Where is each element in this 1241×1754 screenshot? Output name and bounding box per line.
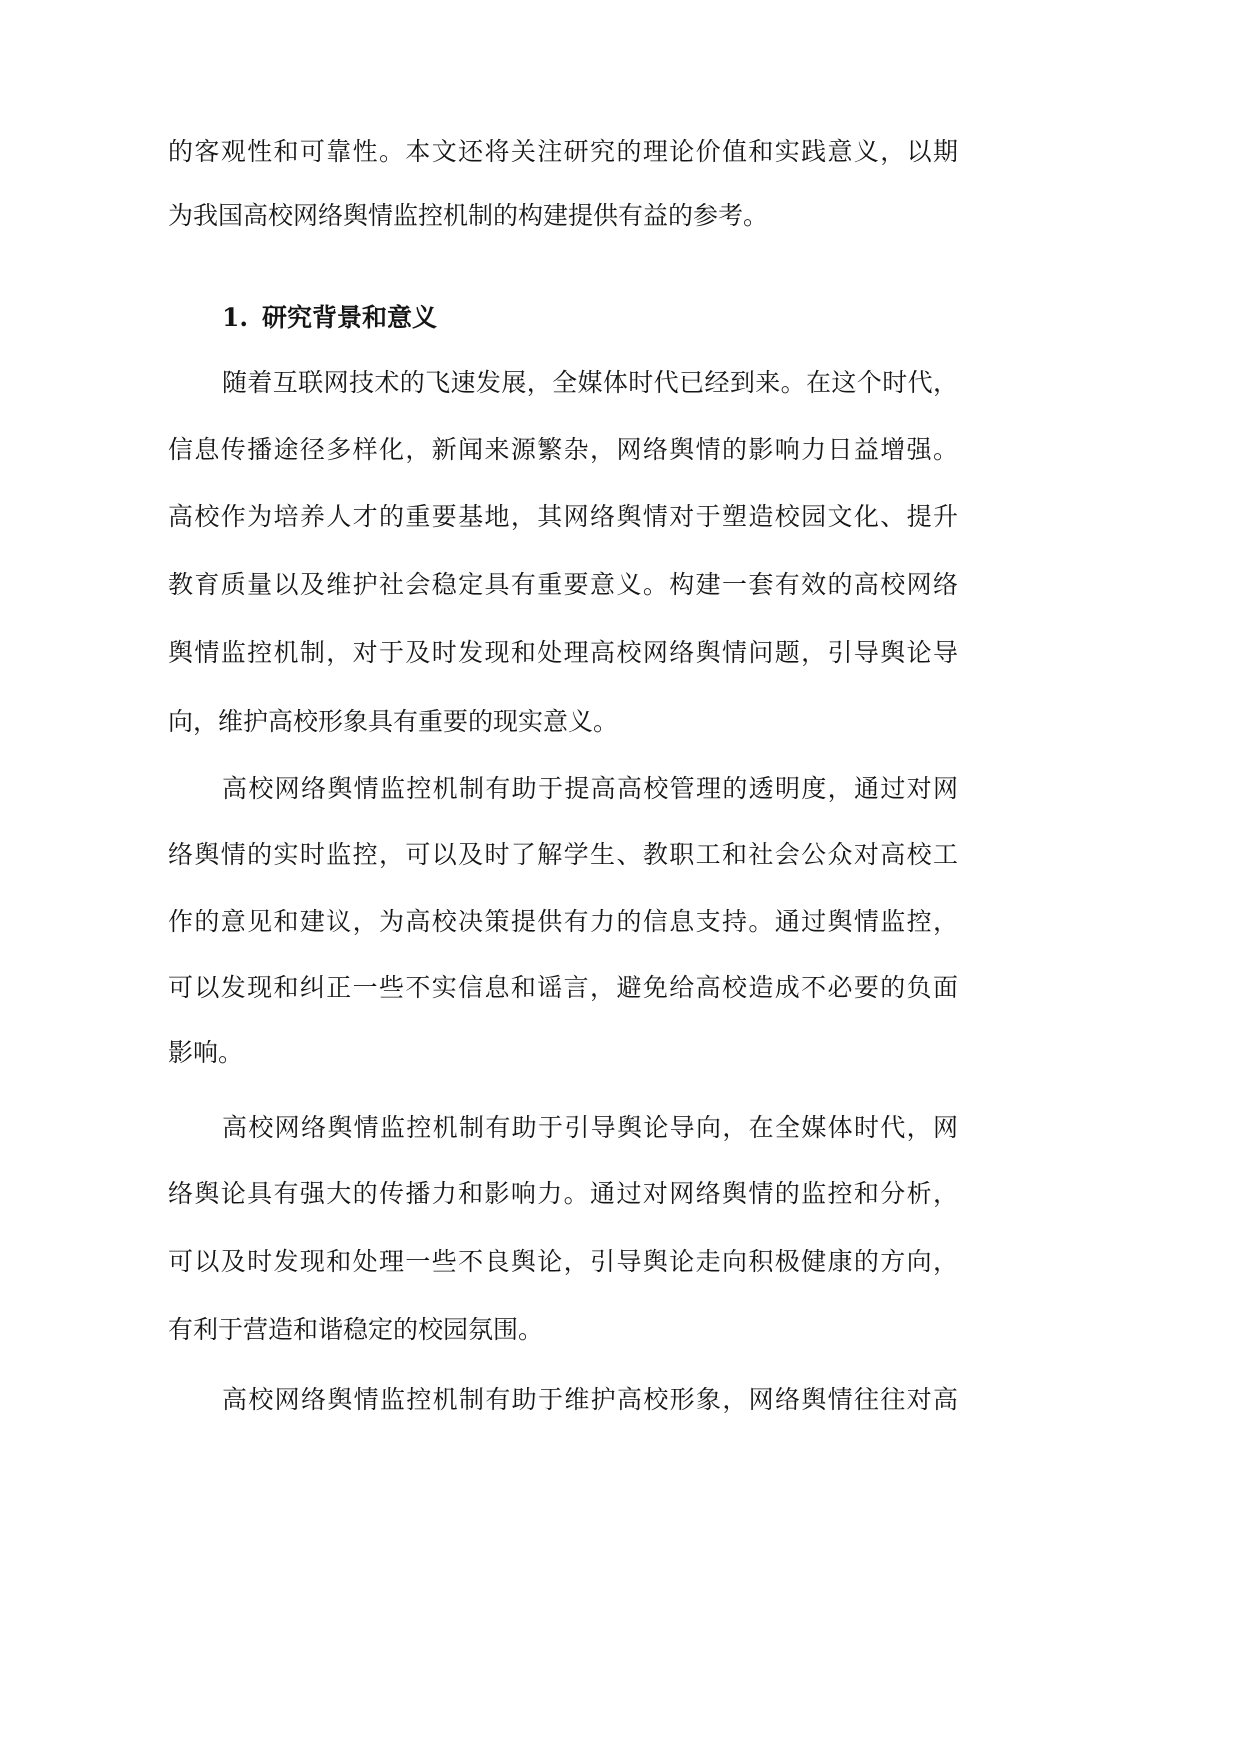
- body-line: 络舆情的实时监控，可以及时了解学生、教职工和社会公众对高校工: [168, 840, 958, 869]
- body-line: 作的意见和建议，为高校决策提供有力的信息支持。通过舆情监控，: [168, 907, 958, 936]
- body-line: 高校网络舆情监控机制有助于提高高校管理的透明度，通过对网: [222, 774, 958, 803]
- body-line: 高校网络舆情监控机制有助于维护高校形象，网络舆情往往对高: [222, 1385, 958, 1414]
- body-line: 教育质量以及维护社会稳定具有重要意义。构建一套有效的高校网络: [168, 570, 958, 599]
- body-line: 可以发现和纠正一些不实信息和谣言，避免给高校造成不必要的负面: [168, 973, 958, 1002]
- body-line: 可以及时发现和处理一些不良舆论，引导舆论走向积极健康的方向，: [168, 1247, 958, 1276]
- body-line: 信息传播途径多样化，新闻来源繁杂，网络舆情的影响力日益增强。: [168, 435, 958, 464]
- body-line: 随着互联网技术的飞速发展，全媒体时代已经到来。在这个时代，: [222, 368, 958, 397]
- body-line: 舆情监控机制，对于及时发现和处理高校网络舆情问题，引导舆论导: [168, 638, 958, 667]
- body-line: 影响。: [168, 1038, 244, 1067]
- body-line: 向，维护高校形象具有重要的现实意义。: [168, 707, 619, 736]
- section-title: 研究背景和意义: [262, 303, 438, 332]
- body-line: 有利于营造和谐稳定的校园氛围。: [168, 1315, 544, 1344]
- body-line: 为我国高校网络舆情监控机制的构建提供有益的参考。: [168, 201, 769, 230]
- section-number: 1.: [222, 303, 249, 332]
- section-heading: [222, 298, 437, 338]
- body-line: 高校作为培养人才的重要基地，其网络舆情对于塑造校园文化、提升: [168, 502, 958, 531]
- body-line: 高校网络舆情监控机制有助于引导舆论导向，在全媒体时代，网: [222, 1113, 958, 1142]
- body-line: 络舆论具有强大的传播力和影响力。通过对网络舆情的监控和分析，: [168, 1179, 958, 1208]
- body-line: 的客观性和可靠性。本文还将关注研究的理论价值和实践意义，以期: [168, 137, 958, 166]
